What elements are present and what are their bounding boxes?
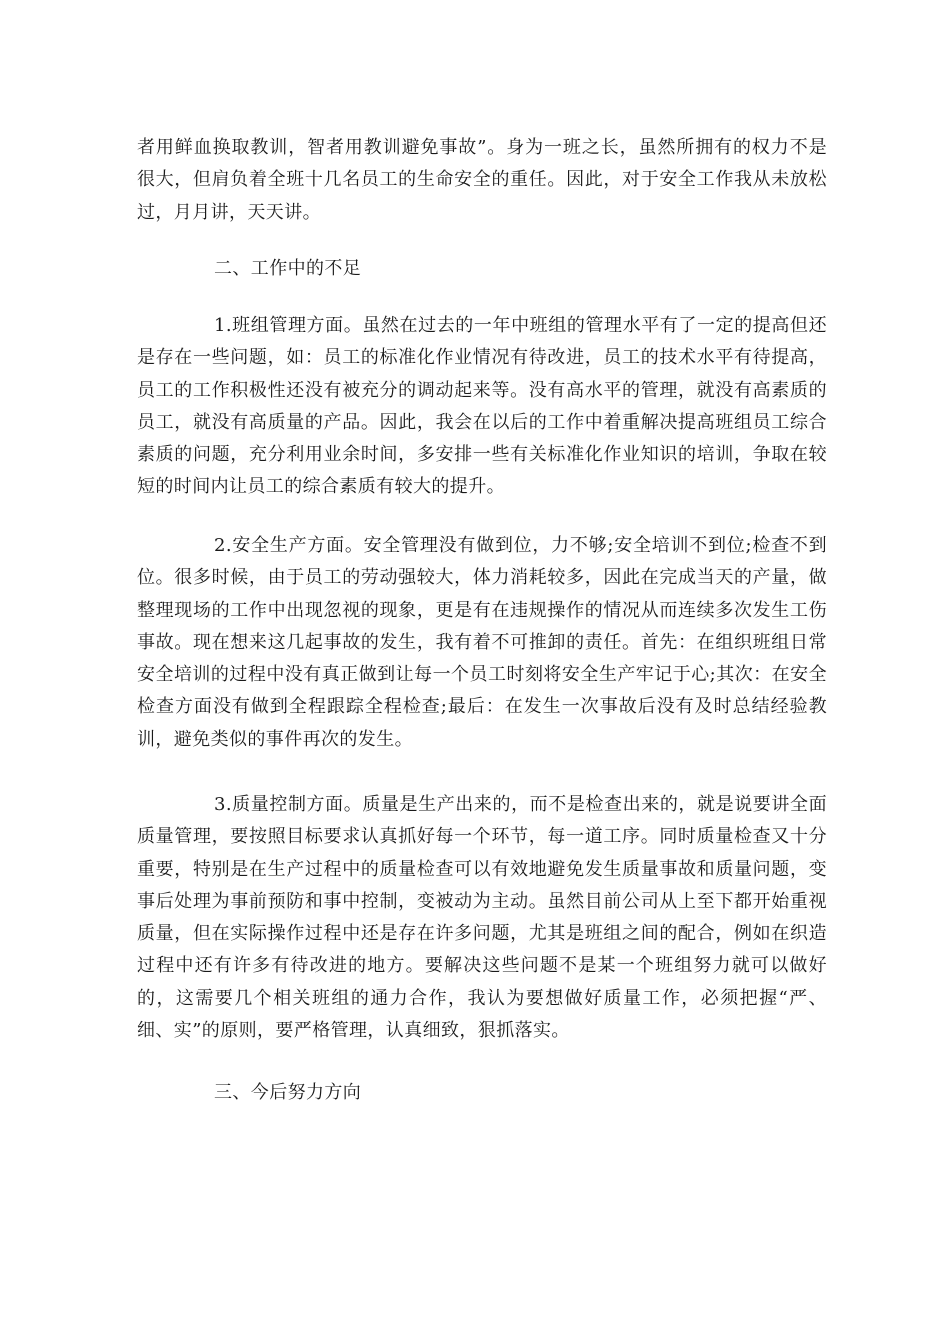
paragraph-team-management: 1.班组管理方面。虽然在过去的一年中班组的管理水平有了一定的提高但还是存在一些问题，如：员工的标准化作业情况有待改进，员工的技术水平有待提高，员工的工作积极性还没有被充分的调动起来等。没有高水平的管理，就没有高素质的员工，就没有高质量的产品。因此，我会在以后的工作中着重解决提高班组员工综合素质的问题，充分利用业余时间，多安排一些有关标准化作业知识的培训，争取在较短的时间内让员工的综合素质有较大的提升。 (137, 315, 827, 498)
paragraph-safety-production: 2.安全生产方面。安全管理没有做到位，力不够;安全培训不到位;检查不到位。很多时候，由于员工的劳动强较大，体力消耗较多，因此在完成当天的产量，做整理现场的工作中出现忽视的现象，更是有在违规操作的情况从而连续多次发生工伤事故。现在想来这几起事故的发生，我有着不可推卸的责任。首先：在组织班组日常安全培训的过程中没有真正做到让每一个员工时刻将安全生产牢记于心;其次：在安全检查方面没有做到全程跟踪全程检查;最后：在发生一次事故后没有及时总结经验教训，避免类似的事件再次的发生。 (137, 535, 827, 750)
section-two-heading: 二、工作中的不足 (214, 258, 362, 279)
intro-paragraph: 者用鲜血换取教训，智者用教训避免事故”。身为一班之长，虽然所拥有的权力不是很大，但肩负着全班十几名员工的生命安全的重任。因此，对于安全工作我从未放松过，月月讲，天天讲。 (137, 137, 827, 223)
section-three-heading: 三、今后努力方向 (214, 1082, 362, 1103)
paragraph-quality-control: 3.质量控制方面。质量是生产出来的，而不是检查出来的，就是说要讲全面质量管理，要按照目标要求认真抓好每一个环节，每一道工序。同时质量检查又十分重要，特别是在生产过程中的质量检查可以有效地避免发生质量事故和质量问题，变事后处理为事前预防和事中控制，变被动为主动。虽然目前公司从上至下都开始重视质量，但在实际操作过程中还是存在许多问题，尤其是班组之间的配合，例如在织造过程中还有许多有待改进的地方。要解决这些问题不是某一个班组努力就可以做好的，这需要几个相关班组的通力合作，我认为要想做好质量工作，必须把握“严、细、实”的原则，要严格管理，认真细致，狠抓落实。 (137, 794, 827, 1042)
